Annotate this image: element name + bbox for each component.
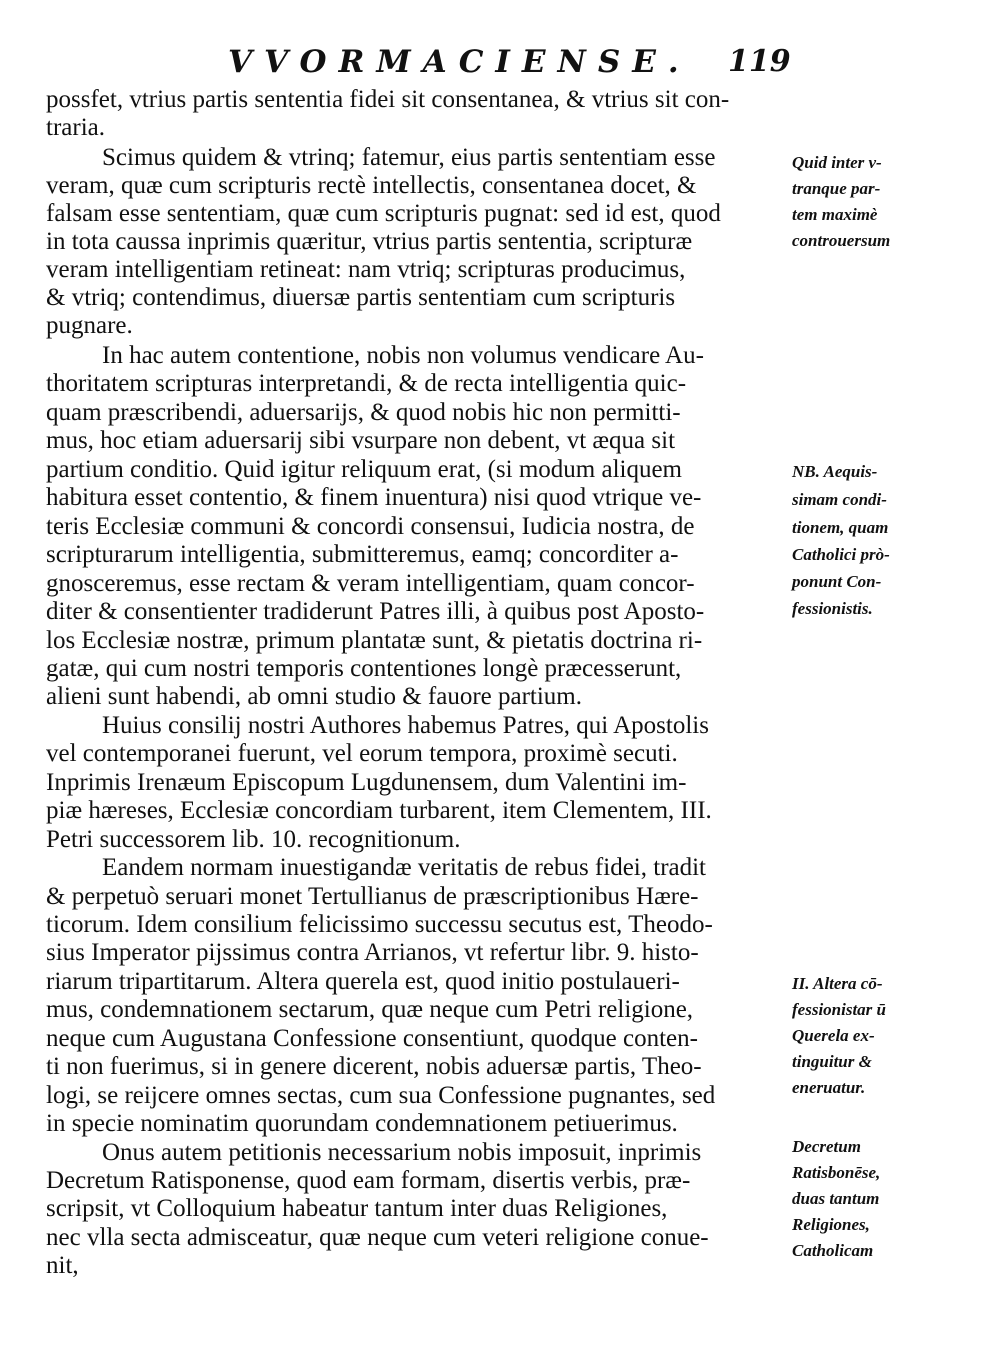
running-head: VVORMACIENSE. bbox=[228, 44, 691, 80]
text-line: vel contemporanei fuerunt, vel eorum tempora, proximè secuti. bbox=[46, 740, 678, 767]
margin-note: tranque par- bbox=[792, 179, 881, 198]
text-line: in tota caussa inprimis quæritur, vtrius partis sententia, scripturæ bbox=[46, 228, 693, 255]
text-line: partium conditio. Quid igitur reliquum erat, (si modum aliquem bbox=[46, 456, 682, 483]
margin-note: tinguitur & bbox=[792, 1052, 872, 1071]
margin-note: Catholicam bbox=[792, 1241, 874, 1260]
text-line: sius Imperator pijssimus contra Arrianos, vt refertur libr. 9. histo- bbox=[46, 939, 699, 966]
text-line: Onus autem petitionis necessarium nobis imposuit, inprimis bbox=[102, 1139, 702, 1166]
margin-note: fessionistar ū bbox=[792, 1000, 886, 1019]
text-line: Eandem normam inuestigandæ veritatis de rebus fidei, tradit bbox=[102, 854, 707, 881]
margin-note: Ratisbonēse, bbox=[792, 1163, 881, 1182]
margin-note: tionem, quam bbox=[792, 518, 889, 537]
text-line: pugnare. bbox=[46, 312, 133, 339]
text-line: scripsit, vt Colloquium habeatur tantum inter duas Religiones, bbox=[46, 1195, 668, 1222]
text-line: quam præscribendi, aduersarijs, & quod nobis hic non permitti- bbox=[46, 399, 681, 426]
text-line: mus, condemnationem sectarum, quæ neque cum Petri religione, bbox=[46, 996, 694, 1023]
margin-note: Decretum bbox=[792, 1137, 861, 1156]
text-line: ti non fuerimus, si in genere dicerent, nobis aduersæ partis, Theo- bbox=[46, 1053, 702, 1080]
text-line: piæ hæreses, Ecclesiæ concordiam turbarent, item Clementem, III. bbox=[46, 797, 712, 824]
text-line: gnosceremus, esse rectam & veram intelligentiam, quam concor- bbox=[46, 570, 695, 597]
margin-note: Quid inter v- bbox=[792, 153, 882, 172]
text-line: habitura esset contentio, & finem inuentura) nisi quod vtrique ve- bbox=[46, 484, 702, 511]
text-line: In hac autem contentione, nobis non volumus vendicare Au- bbox=[102, 342, 704, 369]
text-line: riarum tripartitarum. Altera querela est, quod initio postulaueri- bbox=[46, 968, 680, 995]
margin-note: eneruatur. bbox=[792, 1078, 866, 1097]
margin-note: Religiones, bbox=[792, 1215, 870, 1234]
text-line: alieni sunt habendi, ab omni studio & fauore partium. bbox=[46, 683, 582, 710]
text-line: falsam esse sententiam, quæ cum scripturis pugnat: sed id est, quod bbox=[46, 200, 721, 227]
margin-notes bbox=[792, 0, 992, 1365]
text-line: neque cum Augustana Confessione consentiunt, quodque conten- bbox=[46, 1025, 698, 1052]
text-line: Decretum Ratisponense, quod eam formam, disertis verbis, præ- bbox=[46, 1167, 691, 1194]
margin-note: simam condi- bbox=[792, 490, 887, 509]
text-line: & perpetuò seruari monet Tertullianus de præscriptionibus Hære- bbox=[46, 883, 699, 910]
text-line: Petri successorem lib. 10. recognitionum. bbox=[46, 826, 461, 853]
text-line: traria. bbox=[46, 114, 105, 141]
page-number: 119 bbox=[728, 44, 791, 79]
text-line: & vtriq; contendimus, diuersæ partis sententiam cum scripturis bbox=[46, 284, 676, 311]
text-line: logi, se reijcere omnes sectas, cum sua Confessione pugnantes, sed bbox=[46, 1082, 716, 1109]
text-line: veram intelligentiam retineat: nam vtriq; scripturas producimus, bbox=[46, 256, 686, 283]
text-line: Inprimis Irenæum Episcopum Lugdunensem, dum Valentini im- bbox=[46, 769, 687, 796]
margin-note: controuersum bbox=[792, 231, 891, 250]
text-line: los Ecclesiæ nostræ, primum plantatæ sunt, & pietatis doctrina ri- bbox=[46, 627, 703, 654]
text-line: mus, hoc etiam aduersarij sibi vsurpare non debent, vt æqua sit bbox=[46, 427, 676, 454]
margin-note: duas tantum bbox=[792, 1189, 880, 1208]
text-line: thoritatem scripturas interpretandi, & de recta intelligentia quic- bbox=[46, 370, 687, 397]
margin-note: II. Altera cō- bbox=[792, 974, 883, 993]
margin-note: ponunt Con- bbox=[792, 572, 882, 591]
text-line: Huius consilij nostri Authores habemus Patres, qui Apostolis bbox=[102, 712, 709, 739]
text-line: teris Ecclesiæ communi & concordi consensui, Iudicia nostra, de bbox=[46, 513, 695, 540]
margin-note: NB. Aequis- bbox=[792, 462, 878, 481]
text-line: ticorum. Idem consilium felicissimo successu secutus est, Theodo- bbox=[46, 911, 713, 938]
text-line: Scimus quidem & vtrinq; fatemur, eius partis sententiam esse bbox=[102, 144, 716, 171]
text-line: diter & consentienter tradiderunt Patres illi, à quibus post Aposto- bbox=[46, 598, 705, 625]
margin-note: fessionistis. bbox=[792, 599, 873, 618]
margin-note: Querela ex- bbox=[792, 1026, 875, 1045]
margin-note: tem maximè bbox=[792, 205, 878, 224]
text-line: veram, quæ cum scripturis rectè intellectis, consentanea docet, & bbox=[46, 172, 697, 199]
text-line: nit, bbox=[46, 1252, 79, 1279]
text-line: scripturarum intelligentia, submitteremus, eamq; concorditer a- bbox=[46, 541, 679, 568]
margin-note: Catholici prò- bbox=[792, 545, 890, 564]
text-line: gatæ, qui cum nostri temporis contentiones longè præcesserunt, bbox=[46, 655, 682, 682]
text-line: in specie nominatim quorundam condemnationem petiuerimus. bbox=[46, 1110, 678, 1137]
text-line: nec vlla secta admisceatur, quæ neque cum veteri religione conue- bbox=[46, 1224, 709, 1251]
text-line: possfet, vtrius partis sententia fidei sit consentanea, & vtrius sit con- bbox=[46, 86, 730, 113]
